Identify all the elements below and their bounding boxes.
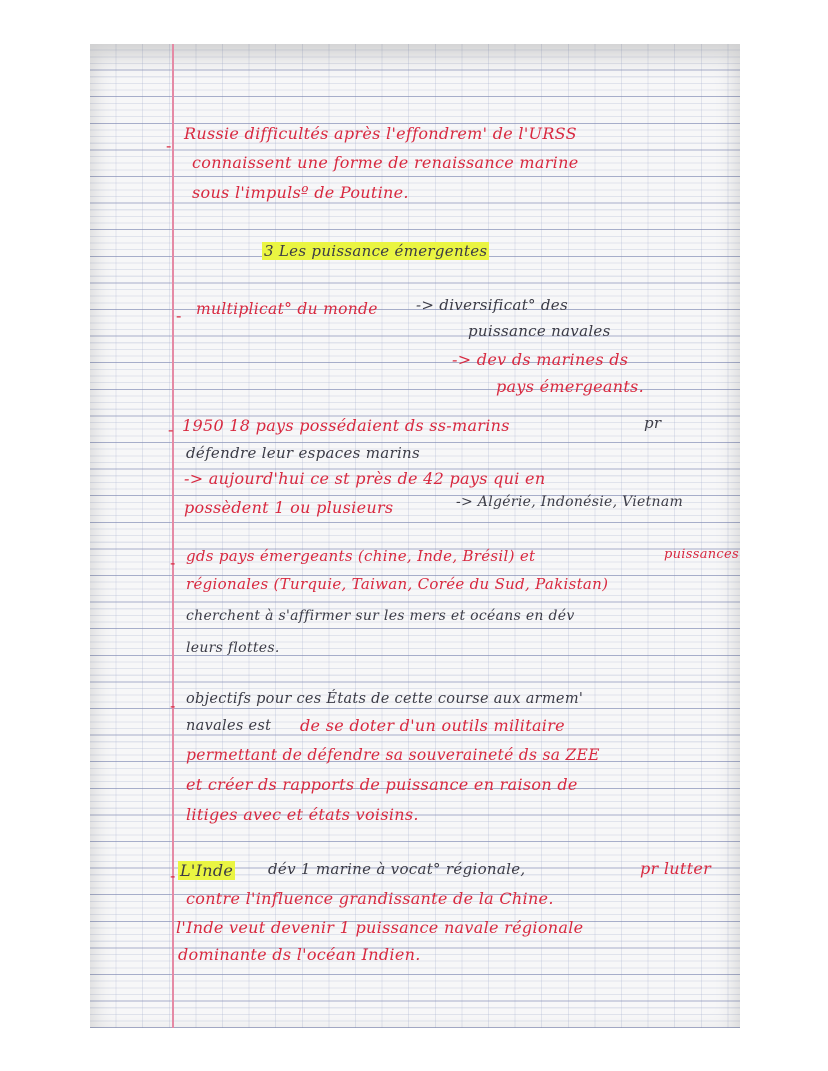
note-line: pays émergeants. [496,377,644,396]
note-line: multiplicat° du monde [196,300,378,318]
note-line: sous l'impulsº de Poutine. [192,183,409,202]
note-line: 1950 18 pays possédaient ds ss-marins [182,416,510,435]
note-line: puissances [664,547,739,562]
note-line: puissance navales [468,322,611,340]
note-line: de se doter d'un outils militaire [300,716,565,735]
note-line: -> aujourd'hui ce st près de 42 pays qui en [184,469,546,488]
note-line: permettant de défendre sa souveraineté ds sa ZEE [186,746,600,764]
bullet-dash: - [176,306,182,325]
note-line: Russie difficultés après l'effondrem' de l'URSS [184,124,577,143]
note-line: navales est [186,718,272,734]
note-line: l'Inde veut devenir 1 puissance navale régionale [176,918,584,937]
note-line: connaissent une forme de renaissance marine [192,153,579,172]
bullet-dash: - [170,866,176,885]
note-line [178,861,235,880]
note-line: cherchent à s'affirmer sur les mers et océans en dév [186,608,575,624]
note-line: gds pays émergeants (chine, Inde, Brésil) et [186,547,536,565]
note-line: pr [644,414,662,432]
bullet-dash: - [170,553,176,572]
note-line: régionales (Turquie, Taiwan, Corée du Sud, Pakistan) [186,575,609,593]
note-line: et créer ds rapports de puissance en raison de [186,775,578,794]
note-line: leurs flottes. [186,640,280,656]
section-heading [262,242,489,260]
bullet-dash: - [168,420,174,439]
note-line: objectifs pour ces États de cette course aux armem' [186,691,584,707]
note-line: possèdent 1 ou plusieurs [184,498,394,517]
note-line: contre l'influence grandissante de la Chine. [186,889,554,908]
note-line: dév 1 marine à vocat° régionale, [268,860,526,878]
note-line: défendre leur espaces marins [186,444,421,462]
bullet-dash: - [166,136,172,155]
note-line: litiges avec et états voisins. [186,805,419,824]
bullet-dash: - [170,696,176,715]
note-line: -> dev ds marines ds [452,350,629,369]
notebook-page [90,44,740,1028]
heading-text: 3 Les puissance émergentes [264,242,488,260]
note-line: pr lutter [640,859,712,878]
highlighted-text: L'Inde [180,861,234,880]
note-line: -> Algérie, Indonésie, Vietnam [456,494,684,510]
note-line: dominante ds l'océan Indien. [178,945,421,964]
note-line: -> diversificat° des [416,296,568,314]
